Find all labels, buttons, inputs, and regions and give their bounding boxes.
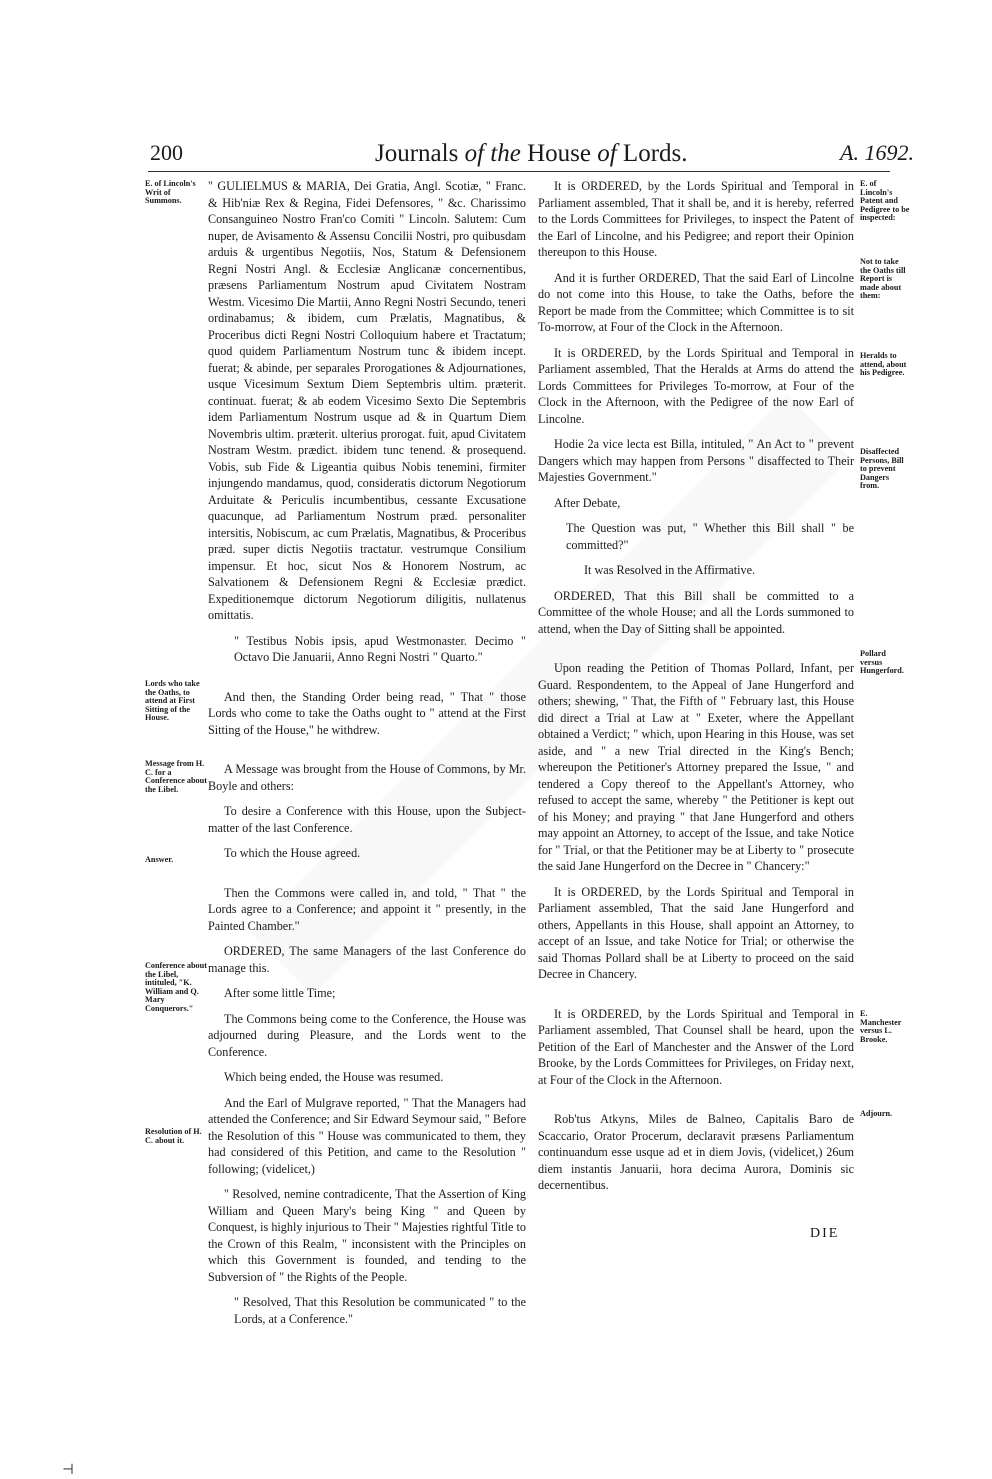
paragraph: " Resolved, That this Resolution be communicated " to the Lords, at a Conference." <box>234 1295 526 1326</box>
paragraph: Hodie 2a vice lecta est Billa, intituled, " An Act to " prevent Dangers which may happen from Persons " disaffected to Their Majesties Government." <box>538 437 854 484</box>
left-column <box>208 178 526 1336</box>
paragraph: It is ORDERED, by the Lords Spiritual and Temporal in Parliament assembled, That the Heralds at Arms do attend the Lords Committees for Privileges To-morrow, at Four of the Clock in the Afternoon, with the Pedigree of the now Earl of Lincolne. <box>538 345 854 426</box>
header-rule <box>148 171 890 172</box>
paragraph: After Debate, <box>554 495 621 510</box>
paragraph: Which being ended, the House was resumed. <box>224 1070 444 1084</box>
paragraph: Upon reading the Petition of Thomas Pollard, Infant, per Guard. Respondentem, to the Appeal of Jane Hungerford and others; shewing, " That, the Fifth of " February last, this House did direct a Trial at Law at " Exeter, where the Appellant obtained a Verdict; " which, upon Hearing in this House, was set aside, and " a new Trial directed in the King's Bench; whereupon the Petitioner's Attorney prepared the Issue, " and tendered a Copy thereof to the Appellant's Attorney, who refused to accept the same, whereby " the Petitioner is kept out of his Money; and praying " that Jane Hungerford and others may appoint an Attorney, to accept of the Issue, and take Notice for " Trial, or that the Petitioner may be at Liberty to " prosecute the said Jane Hungerford on the Decree in " Chancery:" <box>538 661 854 873</box>
paragraph: And it is further ORDERED, That the said Earl of Lincolne do not come into this House, to take the Oaths, before the Report be made from the Committee; which Committee is to sit To-morrow, at Four of the Clock in the Afternoon. <box>538 270 854 334</box>
paragraph: Rob'tus Atkyns, Miles de Balneo, Capitalis Baro de Scaccario, Orator Procerum, declaravit præsens Parliamentum continuandum esse usque ad et in diem Jovis, (videlicet,) 26um diem instantis Januarii, hora decima Aurora, Dominis sic decernentibus. <box>538 1112 854 1192</box>
paragraph: And then, the Standing Order being read, " That " those Lords who come to take the Oaths ought to " attend at the First Sitting of the House," he withdrew. <box>208 689 526 737</box>
paragraph: ORDERED, The same Managers of the last Conference do manage this. <box>208 944 526 975</box>
margin-note: E. of Lincoln's Patent and Pedigree to be inspected: <box>860 179 910 223</box>
margin-note: Adjourn. <box>860 1109 893 1118</box>
paragraph: Then the Commons were called in, and told, " That " the Lords agree to a Conference; and appoint it " presently, in the Painted Chamber." <box>208 885 526 933</box>
paragraph: " Resolved, nemine contradicente, That the Assertion of King William and Queen Mary's being King " and Queen by Conquest, is highly injurious to Their " Majesties rightful Title to the Crown of this Realm, " inconsistent with the Principles on which this Government is founded, and tending to the Subversion of " the Rights of the People. <box>208 1187 526 1284</box>
margin-note: Disaffected Persons, Bill to prevent Dangers from. <box>860 447 904 491</box>
page-title: Journals of the House of Lords. <box>375 140 688 167</box>
paragraph: " GULIELMUS & MARIA, Dei Gratia, Angl. Scotiæ, " Franc. & Hib'niæ Rex & Regina, Fidei Defensores, " &c. Charissimo Consanguineo Nostro Fran'co Comiti " Lincoln. Salutem: Cum nuper, de Avisamento & Assensu Concilii Nostri, pro quibusdam arduis & urgentibus Negotiis, Nos, Statum & Defensionem Regni Nostri Angl. & Ecclesiæ Anglicanæ concernentibus, præsens Parliamentum Nostrum apud Civitatem Nostram Westm. Vicesimo Die Martii, Anno Regni Nostri Secundo, teneri ordinabamus; & ibidem, cum Prælatis, Magnatibus, & Proceribus dicti Regni Nostri Colloquium habere et Tractatum; quod quidem Parliamentum Nostrum tunc & ibidem incept. fuerat; & abinde, per separales Prorogationes & Adjournationes, usque Vicesimum Sextum Diem Septembris ultim. præterit. continuat. fuerat; & ab eodem Vicesimo Sexto Die Septembris idem Parliamentum Nostrum usque ad & in Quartum Diem Novembris ultim. præterit. ulterius prorogat. fuit, apud Civitatem Nostram Westm. prædict. ibidem tunc tenend. & prosequend. Vobis, sub Fide & Ligeantia quibus Nobis tenemini, firmiter injungendo mandamus, quod, consideratis dictorum Negotiorum Arduitate & Periculis incumbentibus, cessante Excusatione quacunque, ad Parliamentum Nostrum præd. personaliter intersitis, Nobiscum, ac cum Prælatis, Magnatibus, & Proceribus præd. super dictis Negotiis tractatur. vestrumque Consilium impensur. Et hoc, sicut Nos & Honorem Nostrum, ac Salvationem & Defensionem Regni & Ecclesiæ prædict. Expeditionemque dictorum Negotiorum diligitis, nullatenus omittatis. <box>208 179 526 622</box>
paragraph: After some little Time; <box>224 986 336 1000</box>
paragraph: And the Earl of Mulgrave reported, " That the Managers had attended the Conference; and Sir Edward Seymour said, " Before the Resolution of this " House was communicated to them, they had considered of this Petition, and came to the Resolution " following; (videlicet,) <box>208 1095 526 1176</box>
margin-note: Conference about the Libel, intituled, "K. William and Q. Mary Conquerors." <box>145 961 207 1013</box>
margin-note: E. Manchester versus L. Brooke. <box>860 1009 902 1044</box>
margin-note: Answer. <box>145 855 174 864</box>
paragraph: The Question was put, " Whether this Bill shall " be committed?" <box>566 521 854 552</box>
margin-note: Heralds to attend, about his Pedigree. <box>860 351 907 378</box>
paragraph: It is ORDERED, by the Lords Spiritual and Temporal in Parliament assembled, That Counsel shall be heard, upon the Petition of the Earl of Manchester and the Answer of the Lord Brooke, by the Lords Committees for Privileges, on Friday next, at Four of the Clock in the Afternoon. <box>538 1006 854 1087</box>
paragraph: To which the House agreed. <box>224 846 361 860</box>
running-header <box>0 140 992 170</box>
year: A. 1692. <box>840 140 914 165</box>
margin-note: E. of Lincoln's Writ of Summons. <box>145 179 196 206</box>
margin-note: Lords who take the Oaths, to attend at First Sitting of the House. <box>145 679 200 723</box>
page-number: 200 <box>150 140 183 165</box>
margin-note: Pollard versus Hungerford. <box>860 649 904 676</box>
paragraph: It is ORDERED, by the Lords Spiritual and Temporal in Parliament assembled, That it shall be, and it is hereby, referred to the Lords Committees for Privileges, to inspect the Patent of the Earl of Lincolne, and his Pedigree; and report their Opinion thereupon to this House. <box>538 179 854 259</box>
margin-note: Message from H. C. for a Conference about the Libel. <box>145 759 207 794</box>
paragraph: It was Resolved in the Affirmative. <box>584 563 756 577</box>
paragraph: ORDERED, That this Bill shall be committed to a Committee of the whole House; and all the Lords summoned to attend, when the Day of Sitting shall be appointed. <box>538 588 854 636</box>
right-column <box>538 178 854 1203</box>
paragraph: A Message was brought from the House of Commons, by Mr. Boyle and others: <box>208 762 526 793</box>
crop-mark: ⊣ <box>62 1463 75 1478</box>
paragraph: It is ORDERED, by the Lords Spiritual and Temporal in Parliament assembled, That the said Jane Hungerford and others, Appellants in this House, shall appoint an Attorney, to accept of an Issue, and take Notice for Trial; or otherwise the said Thomas Pollard shall be at Liberty to proceed on the said Decree in Chancery. <box>538 884 854 981</box>
margin-note: Resolution of H. C. about it. <box>145 1127 202 1145</box>
paragraph: The Commons being come to the Conference, the House was adjourned during Pleasure, and the Lords went to the Conference. <box>208 1011 526 1059</box>
catchword: DIE <box>810 1226 840 1241</box>
paragraph: To desire a Conference with this House, upon the Subject-matter of the last Conference. <box>208 804 526 835</box>
paragraph: " Testibus Nobis ipsis, apud Westmonaster. Decimo " Octavo Die Januarii, Anno Regni Nostri " Quarto." <box>234 633 526 664</box>
margin-note: Not to take the Oaths till Report is made about them: <box>860 257 906 301</box>
